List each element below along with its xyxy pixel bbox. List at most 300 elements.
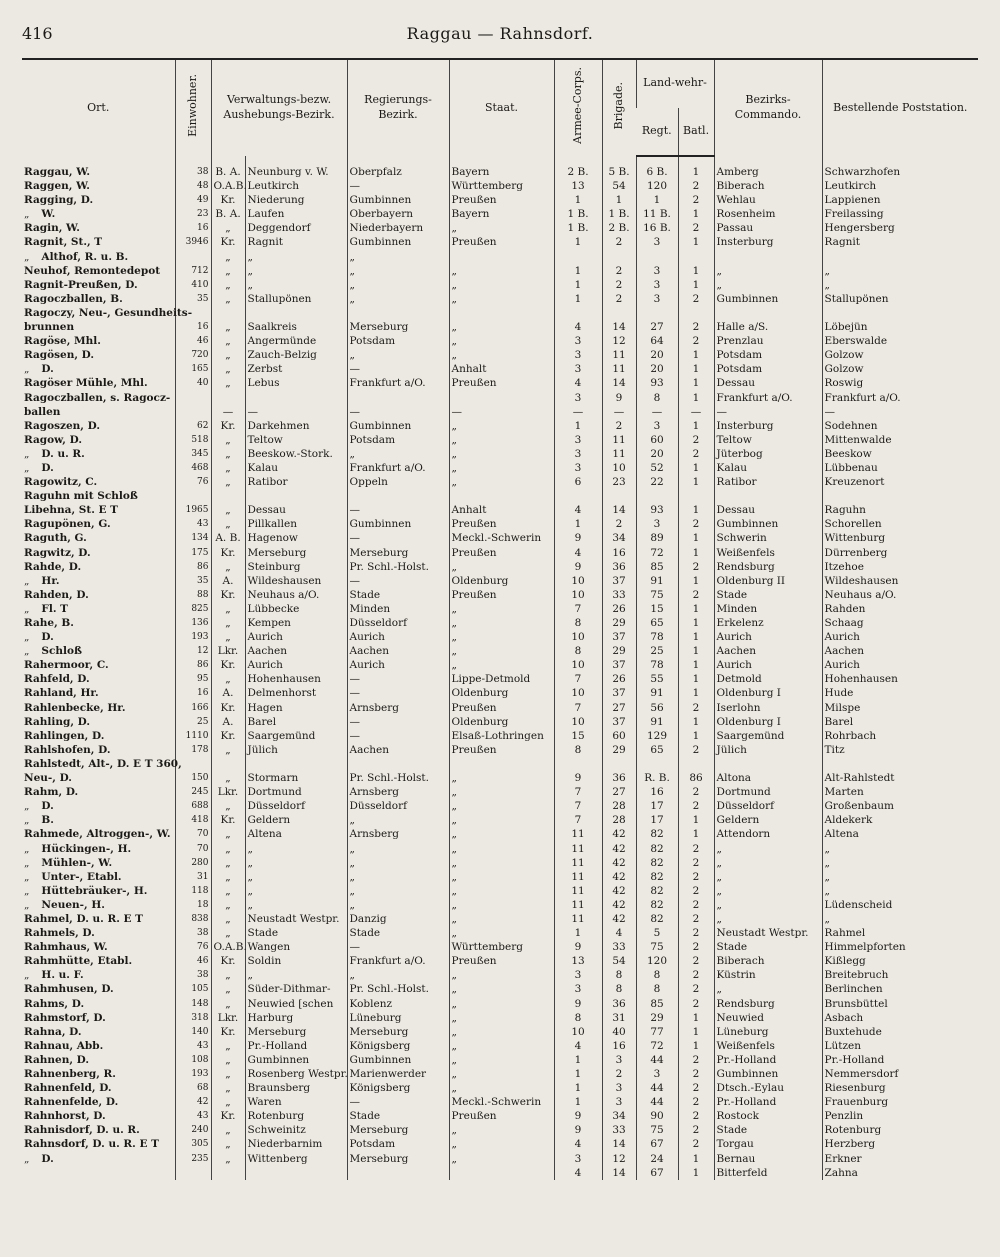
post-station-cell: Asbach [822,1011,978,1025]
landwehr-battalion-cell: 2 [678,912,714,926]
district-command-cell: „ [714,842,822,856]
col-header-regierung: Regierungs-Bezirk. [347,59,449,156]
landwehr-battalion-cell: 1 [678,1011,714,1025]
brigade-cell: 36 [602,997,636,1011]
state-cell: Anhalt [449,362,554,376]
place-name-text: D. [41,800,54,813]
brigade-cell: 26 [602,672,636,686]
population-cell: 108 [175,1053,211,1067]
district-command-cell: Rendsburg [714,560,822,574]
population-cell: 193 [175,630,211,644]
state-cell: Oldenburg [449,686,554,700]
place-name-cell: Rahlingen, D. [24,729,105,742]
brigade-cell: 16 [602,546,636,560]
district-command-cell: Bitterfeld [714,1166,822,1180]
state-cell: Württemberg [449,179,554,193]
post-station-cell: Altena [822,827,978,841]
landwehr-battalion-cell: 2 [678,179,714,193]
government-district-cell: Potsdam [347,334,449,348]
army-corps-cell: 11 [554,912,602,926]
admin-district-cell [245,757,347,771]
landwehr-battalion-cell: 1 [678,419,714,433]
brigade-cell: 37 [602,574,636,588]
landwehr-regiment-cell: 52 [636,461,678,475]
admin-district-cell: Soldin [245,954,347,968]
admin-district-cell: Altena [245,827,347,841]
district-command-cell: Prenzlau [714,334,822,348]
place-name-cell: Ragging, D. [24,194,94,207]
district-type-cell: „ [211,630,245,644]
government-district-cell: Stade [347,1109,449,1123]
landwehr-battalion-cell: 1 [678,264,714,278]
table-row [22,630,978,644]
government-district-cell: Frankfurt a/O. [347,954,449,968]
district-command-cell: Oldenburg II [714,574,822,588]
district-type-cell [211,391,245,405]
landwehr-regiment-cell: 25 [636,644,678,658]
government-district-cell: Düsseldorf [347,799,449,813]
population-cell: 136 [175,616,211,630]
post-station-cell: Lützen [822,1039,978,1053]
table-row [22,461,978,475]
table-row [22,1039,978,1053]
admin-district-cell: Neustadt Westpr. [245,912,347,926]
government-district-cell: — [347,672,449,686]
admin-district-cell: Saalkreis [245,320,347,334]
district-type-cell: Kr. [211,658,245,672]
government-district-cell: Niederbayern [347,221,449,235]
landwehr-battalion-cell: 1 [678,207,714,221]
admin-district-cell: Neuwied [schen [245,997,347,1011]
district-command-cell: — [714,405,822,419]
district-type-cell: „ [211,221,245,235]
district-type-cell: Lkr. [211,644,245,658]
government-district-cell: Lüneburg [347,1011,449,1025]
landwehr-battalion-cell: 2 [678,898,714,912]
table-row [22,743,978,757]
government-district-cell: Gumbinnen [347,517,449,531]
government-district-cell: „ [347,813,449,827]
landwehr-battalion-cell: 2 [678,334,714,348]
brigade-cell: 33 [602,940,636,954]
district-type-cell: „ [211,1152,245,1166]
place-name-text: Hückingen-, H. [41,842,132,855]
army-corps-cell: 1 B. [554,207,602,221]
admin-district-cell: Pillkallen [245,517,347,531]
brigade-cell: 11 [602,433,636,447]
government-district-cell: Oppeln [347,475,449,489]
place-name-cell: Rahmede, Altroggen-, W. [24,828,171,841]
admin-district-cell: Dortmund [245,785,347,799]
post-station-cell: Golzow [822,362,978,376]
army-corps-cell: 1 [554,292,602,306]
admin-district-cell: „ [245,884,347,898]
post-station-cell: Frankfurt a/O. [822,391,978,405]
place-name-cell [22,1152,175,1166]
government-district-cell: — [347,1095,449,1109]
state-cell: Preußen [449,546,554,560]
post-station-cell: „ [822,884,978,898]
population-cell: 70 [175,827,211,841]
landwehr-battalion-cell: 1 [678,644,714,658]
table-row [22,658,978,672]
brigade-cell [602,250,636,264]
government-district-cell: Oberbayern [347,207,449,221]
table-row [22,729,978,743]
landwehr-battalion-cell: 2 [678,1067,714,1081]
army-corps-cell: — [554,405,602,419]
landwehr-regiment-cell: 78 [636,658,678,672]
place-name-cell: Rahlenbecke, Hr. [24,701,126,714]
army-corps-cell: 10 [554,715,602,729]
population-cell [175,1166,211,1180]
place-name-cell: Rahnen, D. [24,1053,90,1066]
brigade-cell: 4 [602,926,636,940]
government-district-cell: — [347,531,449,545]
table-row [22,179,978,193]
district-type-cell: „ [211,433,245,447]
army-corps-cell: 7 [554,785,602,799]
landwehr-battalion-cell: 1 [678,531,714,545]
place-name-cell [22,207,175,221]
district-command-cell: Attendorn [714,827,822,841]
state-cell: „ [449,771,554,785]
brigade-cell: — [602,405,636,419]
army-corps-cell: 11 [554,870,602,884]
landwehr-battalion-cell: 2 [678,517,714,531]
army-corps-cell: 7 [554,602,602,616]
landwehr-battalion-cell: 1 [678,391,714,405]
admin-district-cell: Pr.-Holland [245,1039,347,1053]
brigade-cell: 42 [602,856,636,870]
population-cell: 688 [175,799,211,813]
admin-district-cell [245,391,347,405]
district-type-cell: O.A.B. [211,179,245,193]
district-command-cell: Stade [714,1123,822,1137]
army-corps-cell: 11 [554,898,602,912]
place-name-text: D. [41,363,54,376]
government-district-cell: „ [347,842,449,856]
ditto-mark: „ [24,856,31,869]
population-cell: 42 [175,1095,211,1109]
district-command-cell: Saargemünd [714,729,822,743]
post-station-cell: Sodehnen [822,419,978,433]
district-command-cell: Minden [714,602,822,616]
place-name-cell: Neu-, D. [24,772,72,785]
place-register-table [22,58,978,1180]
district-command-cell: Insterburg [714,235,822,249]
government-district-cell: „ [347,348,449,362]
army-corps-cell [554,250,602,264]
army-corps-cell [554,306,602,320]
landwehr-regiment-cell: 3 [636,1067,678,1081]
population-cell: 712 [175,264,211,278]
landwehr-regiment-cell: 65 [636,616,678,630]
government-district-cell: Stade [347,588,449,602]
government-district-cell: „ [347,264,449,278]
table-row [22,997,978,1011]
brigade-cell: 2 [602,1067,636,1081]
landwehr-battalion-cell: 1 [678,602,714,616]
state-cell: Oldenburg [449,715,554,729]
place-name-cell: Rahmhütte, Etabl. [24,955,133,968]
army-corps-cell: 3 [554,1152,602,1166]
government-district-cell: Merseburg [347,1152,449,1166]
brigade-cell: 36 [602,771,636,785]
table-row [22,278,978,292]
brigade-cell: 14 [602,320,636,334]
landwehr-regiment-cell: 8 [636,982,678,996]
population-cell [175,391,211,405]
post-station-cell: „ [822,870,978,884]
admin-district-cell [245,306,347,320]
state-cell: „ [449,658,554,672]
army-corps-cell: 3 [554,461,602,475]
army-corps-cell: 10 [554,588,602,602]
district-type-cell: Kr. [211,546,245,560]
table-row [22,517,978,531]
post-station-cell: Dürrenberg [822,546,978,560]
population-cell: 105 [175,982,211,996]
ditto-mark: „ [24,969,31,982]
table-row [22,292,978,306]
army-corps-cell: 3 [554,391,602,405]
landwehr-regiment-cell: 20 [636,362,678,376]
ditto-mark: „ [24,645,31,658]
landwehr-battalion-cell: 2 [678,1053,714,1067]
landwehr-regiment-cell: 3 [636,278,678,292]
district-type-cell: „ [211,602,245,616]
population-cell: 86 [175,560,211,574]
admin-district-cell: Geldern [245,813,347,827]
landwehr-regiment-cell: 3 [636,264,678,278]
army-corps-cell: 10 [554,1025,602,1039]
post-station-cell: Itzehoe [822,560,978,574]
landwehr-battalion-cell: 2 [678,743,714,757]
population-cell: 468 [175,461,211,475]
brigade-cell: 14 [602,1137,636,1151]
population-cell: 240 [175,1123,211,1137]
district-command-cell: Aurich [714,630,822,644]
state-cell: Preußen [449,743,554,757]
running-title: Raggau — Rahnsdorf. [406,24,594,43]
landwehr-battalion-cell: 2 [678,1109,714,1123]
population-cell: 235 [175,1152,211,1166]
population-cell: 25 [175,715,211,729]
army-corps-cell: 3 [554,982,602,996]
landwehr-battalion-cell: 1 [678,658,714,672]
district-command-cell: Düsseldorf [714,799,822,813]
brigade-cell: 3 [602,1081,636,1095]
landwehr-battalion-cell: 1 [678,1152,714,1166]
army-corps-cell: 7 [554,799,602,813]
admin-district-cell: „ [245,898,347,912]
army-corps-cell: 9 [554,560,602,574]
landwehr-battalion-cell: 1 [678,278,714,292]
table-row [22,644,978,658]
government-district-cell: Pr. Schl.-Holst. [347,982,449,996]
state-cell: Preußen [449,954,554,968]
ditto-mark: „ [24,250,31,263]
admin-district-cell: Teltow [245,433,347,447]
brigade-cell: 36 [602,560,636,574]
army-corps-cell: 8 [554,644,602,658]
admin-district-cell: Ratibor [245,475,347,489]
place-name-cell: Ragoczballen, s. Ragocz- [24,391,171,404]
admin-district-cell: „ [245,250,347,264]
brigade-cell: 33 [602,588,636,602]
admin-district-cell: Niederung [245,193,347,207]
state-cell: Elsaß-Lothringen [449,729,554,743]
place-name-cell [22,884,175,898]
landwehr-regiment-cell: 82 [636,898,678,912]
district-type-cell: „ [211,447,245,461]
ditto-mark: „ [24,363,31,376]
state-cell: „ [449,616,554,630]
place-name-cell: brunnen [24,321,75,334]
post-station-cell: Schaag [822,616,978,630]
landwehr-regiment-cell: 72 [636,1039,678,1053]
district-type-cell: „ [211,1137,245,1151]
district-command-cell [714,757,822,771]
admin-district-cell: Gumbinnen [245,1053,347,1067]
brigade-cell: 26 [602,602,636,616]
government-district-cell: Pr. Schl.-Holst. [347,771,449,785]
table-row [22,320,978,334]
place-name-cell: Rahlshofen, D. [24,743,111,756]
district-type-cell: Kr. [211,588,245,602]
army-corps-cell: 9 [554,531,602,545]
landwehr-regiment-cell: 75 [636,940,678,954]
admin-district-cell: Saargemünd [245,729,347,743]
admin-district-cell: Merseburg [245,1025,347,1039]
population-cell: 305 [175,1137,211,1151]
landwehr-regiment-cell: 82 [636,870,678,884]
district-command-cell: Altona [714,771,822,785]
brigade-cell: 3 [602,1053,636,1067]
admin-district-cell: „ [245,842,347,856]
admin-district-cell: Hagenow [245,531,347,545]
landwehr-battalion-cell: 2 [678,926,714,940]
district-type-cell: Kr. [211,701,245,715]
army-corps-cell: 3 [554,433,602,447]
brigade-cell: 34 [602,531,636,545]
brigade-cell [602,306,636,320]
landwehr-regiment-cell: 82 [636,842,678,856]
state-cell: Bayern [449,207,554,221]
brigade-cell: 3 [602,1095,636,1109]
col-header-staat: Staat. [449,59,554,156]
brigade-cell: 27 [602,701,636,715]
brigade-cell: 42 [602,912,636,926]
government-district-cell: „ [347,870,449,884]
state-cell: „ [449,813,554,827]
state-cell: „ [449,912,554,926]
landwehr-battalion-cell: 2 [678,447,714,461]
district-command-cell: Jüterbog [714,447,822,461]
table-row [22,489,978,503]
state-cell: „ [449,292,554,306]
landwehr-battalion-cell: 1 [678,813,714,827]
landwehr-regiment-cell: 22 [636,475,678,489]
district-command-cell: Rendsburg [714,997,822,1011]
landwehr-battalion-cell: 2 [678,870,714,884]
admin-district-cell: Süder-Dithmar- [245,982,347,996]
post-station-cell: Schorellen [822,517,978,531]
landwehr-battalion-cell: 1 [678,503,714,517]
district-type-cell: „ [211,616,245,630]
place-name-text: D. u. R. [41,447,85,460]
post-station-cell: Penzlin [822,1109,978,1123]
state-cell: „ [449,447,554,461]
landwehr-battalion-cell: 1 [678,376,714,390]
district-command-cell: Iserlohn [714,701,822,715]
post-station-cell: Brunsbüttel [822,997,978,1011]
table-row [22,475,978,489]
post-station-cell: Schwarzhofen [822,156,978,179]
admin-district-cell: „ [245,870,347,884]
government-district-cell: Gumbinnen [347,1053,449,1067]
district-type-cell: „ [211,672,245,686]
place-name-cell: Rahm, D. [24,786,79,799]
brigade-cell: 8 [602,982,636,996]
ditto-mark: „ [24,631,31,644]
state-cell: „ [449,1137,554,1151]
government-district-cell: Koblenz [347,997,449,1011]
table-row [22,235,978,249]
landwehr-regiment-cell: 3 [636,517,678,531]
landwehr-regiment-cell: 75 [636,588,678,602]
post-station-cell: — [822,405,978,419]
col-header-verwaltung: Verwaltungs-bezw. Aushebungs-Bezirk. [211,59,347,156]
population-cell: 178 [175,743,211,757]
population-cell: 838 [175,912,211,926]
state-cell: „ [449,278,554,292]
post-station-cell: Eberswalde [822,334,978,348]
government-district-cell: Pr. Schl.-Holst. [347,560,449,574]
government-district-cell: Arnsberg [347,827,449,841]
admin-district-cell: Laufen [245,207,347,221]
district-command-cell: „ [714,912,822,926]
state-cell: „ [449,1025,554,1039]
landwehr-battalion-cell: 2 [678,588,714,602]
landwehr-battalion-cell: 1 [678,235,714,249]
district-command-cell: „ [714,278,822,292]
district-type-cell: „ [211,1067,245,1081]
population-cell: 193 [175,1067,211,1081]
place-name-cell: Rahnhorst, D. [24,1110,106,1123]
landwehr-regiment-cell: 90 [636,1109,678,1123]
state-cell: „ [449,644,554,658]
district-type-cell: „ [211,898,245,912]
post-station-cell: Beeskow [822,447,978,461]
district-command-cell: Erkelenz [714,616,822,630]
government-district-cell: Königsberg [347,1081,449,1095]
district-type-cell: A. [211,574,245,588]
population-cell: 46 [175,954,211,968]
place-name-cell: Ragnit-Preußen, D. [24,278,138,291]
landwehr-battalion-cell: 2 [678,997,714,1011]
army-corps-cell: 9 [554,1123,602,1137]
population-cell: 86 [175,658,211,672]
landwehr-regiment-cell: 78 [636,630,678,644]
landwehr-regiment-cell: 65 [636,743,678,757]
place-name-cell: Rahlstedt, Alt-, D. E T 360, [24,757,182,770]
brigade-cell: 28 [602,813,636,827]
population-cell [175,489,211,503]
landwehr-regiment-cell: 1 [636,193,678,207]
table-row [22,362,978,376]
